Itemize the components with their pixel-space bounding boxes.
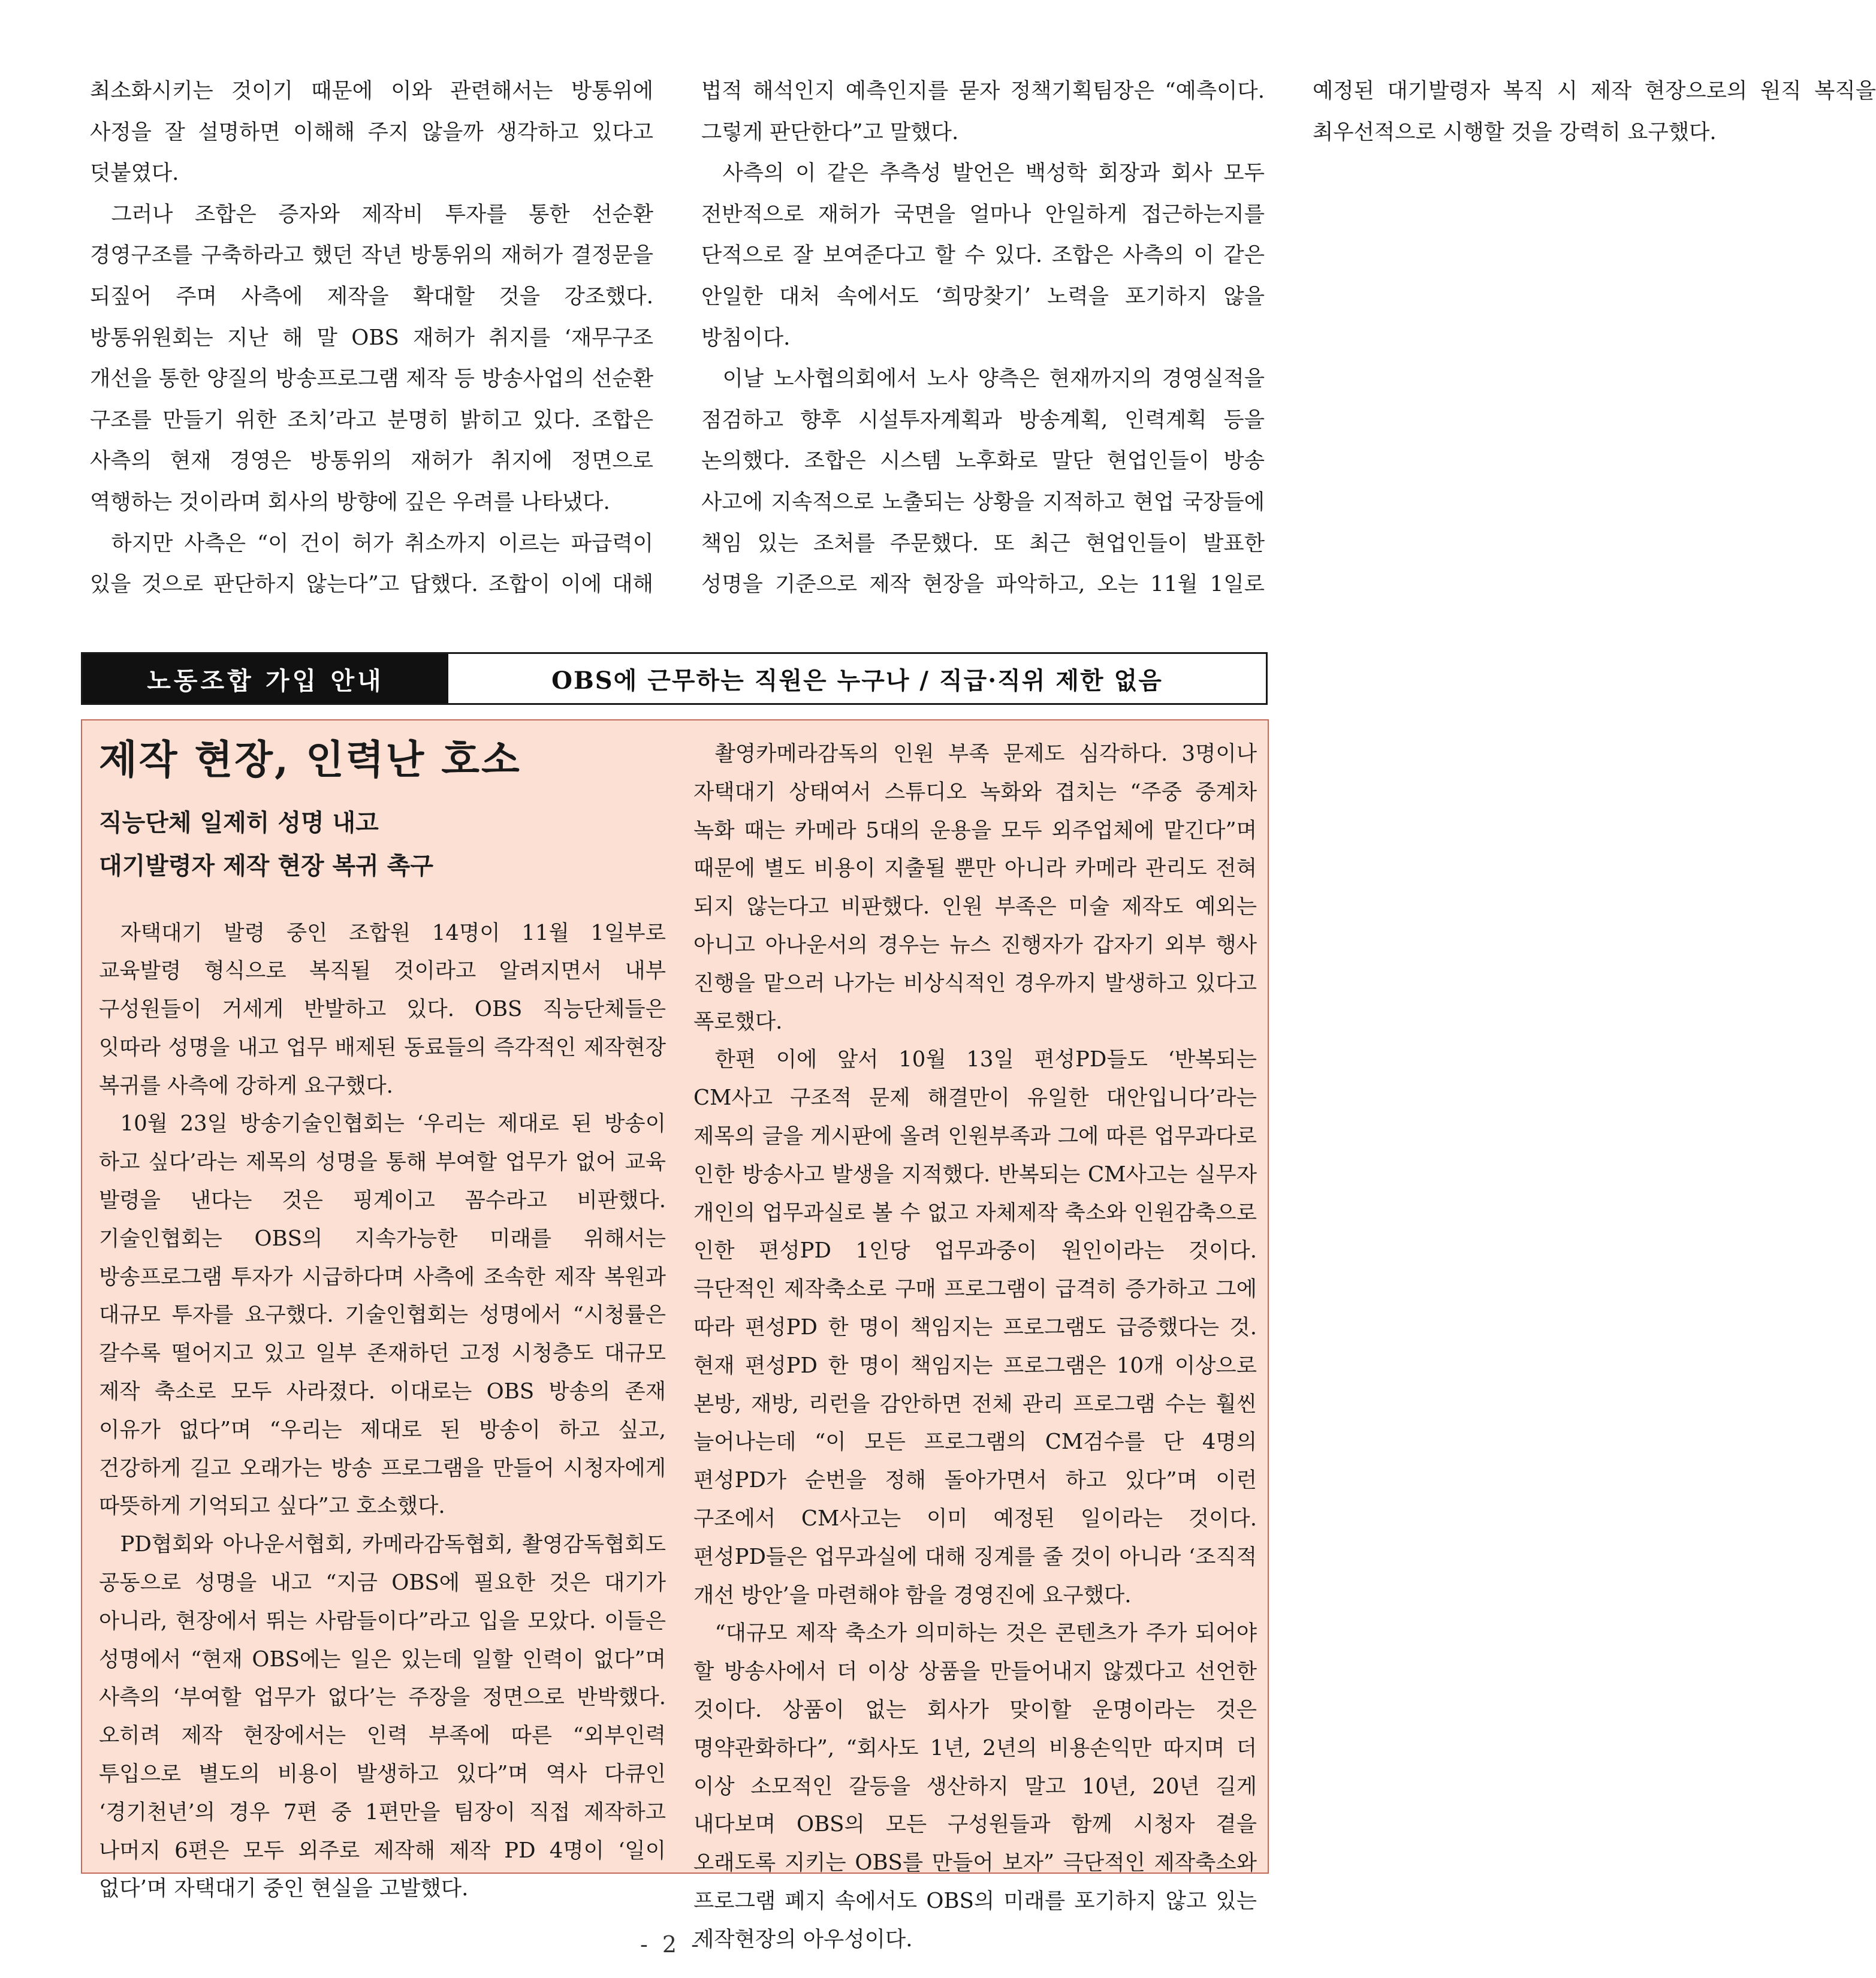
article-subheadlines xyxy=(99,801,666,888)
paragraph: 그러나 조합은 증자와 제작비 투자를 통한 선순환 경영구조를 구축하라고 했던 작년 방통위의 재허가 결정문을 되짚어 주며 사측에 제작을 확대할 것을 강조했다. 방통위원회는 지난 해 말 OBS 재허가 취지를 ‘재무구조 개선을 통한 양질의 방송프로그램 제작 등 방송사업의 선순환 구조를 만들기 위한 조치’라고 분명히 밝히고 있다. 조합은 사측의 현재 경영은 방통위의 재허가 취지에 정면으로 역행하는 것이라며 회사의 방향에 깊은 우려를 나타냈다. xyxy=(90,201,653,514)
page-number: - 2 - xyxy=(640,1931,702,1958)
paragraph: 하지만 사측은 “이 건이 허가 취소까지 이르는 파급력이 있을 것으로 판단하지 않는다”고 답했다. 조합이 이에 대해 법적 해석인지 예측인지를 묻자 정책기획팀장은 “예측이다. 그렇게 판단한다”고 말했다. xyxy=(90,79,1265,597)
featured-article-box xyxy=(81,719,1269,1952)
article-subheadline: 대기발령자 제작 현장 복귀 촉구 xyxy=(99,851,434,880)
banner-title: 노동조합 가입 안내 xyxy=(83,654,448,703)
paragraph: “대규모 제작 축소가 의미하는 것은 콘텐츠가 주가 되어야 할 방송사에서 더 이상 상품을 만들어내지 않겠다고 선언한 것이다. 상품이 없는 회사가 맞이할 운명이라는 것은 명약관화하다”, “회사도 1년, 2년의 비용손익만 따지며 더 이상 소모적인 갈등을 생산하지 말고 10년, 20년 길게 내다보며 OBS의 모든 구성원들과 함께 시청자 곁을 오래도록 지키는 OBS를 만들어 보자” 극단적인 제작축소와 프로그램 폐지 속에서도 OBS의 미래를 포기하지 않고 있는 제작현장의 아우성이다. xyxy=(693,1621,1257,1952)
article-left-column xyxy=(99,735,666,1908)
paragraph: 최소화시키는 것이기 때문에 이와 관련해서는 방통위에 사정을 잘 설명하면 이해해 주지 않을까 생각하고 있다고 덧붙였다. xyxy=(90,79,653,186)
union-membership-banner xyxy=(81,652,1268,705)
top-article-continuation xyxy=(90,71,1876,643)
paragraph: 이날 노사협의회에서 노사 양측은 현재까지의 경영실적을 점검하고 향후 시설투자계획과 방송계획, 인력계획 등을 논의했다. 조합은 시스템 노후화로 말단 현업인들이 방송 사고에 지속적으로 노출되는 상황을 지적하고 현업 국장들에 책임 있는 조처를 주문했다. 또 최근 현업인들이 발표한 성명을 기준으로 제작 현장을 파악하고, 오는 11월 1일로 예정된 대기발령자 복직 시 제작 현장으로의 원직 복직을 최우선적으로 시행할 것을 강력히 요구했다. xyxy=(701,79,1876,597)
banner-eligibility-text: OBS에 근무하는 직원은 누구나 / 직급·직위 제한 없음 xyxy=(551,666,1163,695)
paragraph: 자택대기 발령 중인 조합원 14명이 11월 1일부로 교육발령 형식으로 복직될 것이라고 알려지면서 내부 구성원들이 거세게 반발하고 있다. OBS 직능단체들은 잇따라 성명을 내고 업무 배제된 동료들의 즉각적인 제작현장 복귀를 사측에 강하게 요구했다. xyxy=(99,920,666,1098)
article-right-column xyxy=(693,735,1257,1959)
paragraph: 사측의 이 같은 추측성 발언은 백성학 회장과 회사 모두 전반적으로 재허가 국면을 얼마나 안일하게 접근하는지를 단적으로 잘 보여준다고 할 수 있다. 조합은 사측의 이 같은 안일한 대처 속에서도 ‘희망찾기’ 노력을 포기하지 않을 방침이다. xyxy=(701,161,1265,350)
paragraph: 한편 이에 앞서 10월 13일 편성PD들도 ‘반복되는 CM사고 구조적 문제 해결만이 유일한 대안입니다’라는 제목의 글을 게시판에 올려 인원부족과 그에 따른 업무과다로 인한 방송사고 발생을 지적했다. 반복되는 CM사고는 실무자 개인의 업무과실로 볼 수 없고 자체제작 축소와 인원감축으로 인한 편성PD 1인당 업무과중이 원인이라는 것이다. 극단적인 제작축소로 구매 프로그램이 급격히 증가하고 그에 따라 편성PD 한 명이 책임지는 프로그램도 급증했다는 것. 현재 편성PD 한 명이 책임지는 프로그램은 10개 이상으로 본방, 재방, 리런을 감안하면 전체 관리 프로그램 수는 훨씬 늘어나는데 “이 모든 프로그램의 CM검수를 단 4명의 편성PD가 순번을 정해 돌아가면서 하고 있다”며 이런 구조에서 CM사고는 이미 예정된 일이라는 것이다. 편성PD들은 업무과실에 대해 징계를 줄 것이 아니라 ‘조직적 개선 방안’을 마련해야 함을 경영진에 요구했다. xyxy=(693,1047,1257,1608)
article-subheadline: 직능단체 일제히 성명 내고 xyxy=(99,808,379,837)
paragraph: PD협회와 아나운서협회, 카메라감독협회, 촬영감독협회도 공동으로 성명을 내고 “지금 OBS에 필요한 것은 대기가 아니라, 현장에서 뛰는 사람들이다”라고 입을 모았다. 이들은 성명에서 “현재 OBS에는 일은 있는데 일할 인력이 없다”며 사측의 ‘부여할 업무가 없다’는 주장을 정면으로 반박했다. 오히려 제작 현장에서는 인력 부족에 따른 “외부인력 투입으로 별도의 비용이 발생하고 있다”며 역사 다큐인 ‘경기천년’의 경우 7편 중 1편만을 팀장이 직접 제작하고 나머지 6편은 모두 외주로 제작해 제작 PD 4명이 ‘일이 없다’며 자택대기 중인 현실을 고발했다. xyxy=(99,1532,666,1901)
article-headline: 제작 현장, 인력난 호소 xyxy=(99,736,521,783)
paragraph: 10월 23일 방송기술인협회는 ‘우리는 제대로 된 방송이 하고 싶다’라는 제목의 성명을 통해 부여할 업무가 없어 교육 발령을 낸다는 것은 핑계이고 꼼수라고 비판했다. 기술인협회는 OBS의 지속가능한 미래를 위해서는 방송프로그램 투자가 시급하다며 사측에 조속한 제작 복원과 대규모 투자를 요구했다. 기술인협회는 성명에서 “시청률은 갈수록 떨어지고 있고 일부 존재하던 고정 시청층도 대규모 제작 축소로 모두 사라졌다. 이대로는 OBS 방송의 존재 이유가 없다”며 “우리는 제대로 된 방송이 하고 싶고, 건강하게 길고 오래가는 방송 프로그램을 만들어 시청자에게 따뜻하게 기억되고 싶다”고 호소했다. xyxy=(99,1111,666,1519)
paragraph: 촬영카메라감독의 인원 부족 문제도 심각하다. 3명이나 자택대기 상태여서 스튜디오 녹화와 겹치는 “주중 중계차 녹화 때는 카메라 5대의 운용을 모두 외주업체에 맡긴다”며 때문에 별도 비용이 지출될 뿐만 아니라 카메라 관리도 전혀 되지 않는다고 비판했다. 인원 부족은 미술 제작도 예외는 아니고 아나운서의 경우는 뉴스 진행자가 갑자기 외부 행사 진행을 맡으러 나가는 비상식적인 경우까지 발생하고 있다고 폭로했다. xyxy=(693,741,1257,1034)
